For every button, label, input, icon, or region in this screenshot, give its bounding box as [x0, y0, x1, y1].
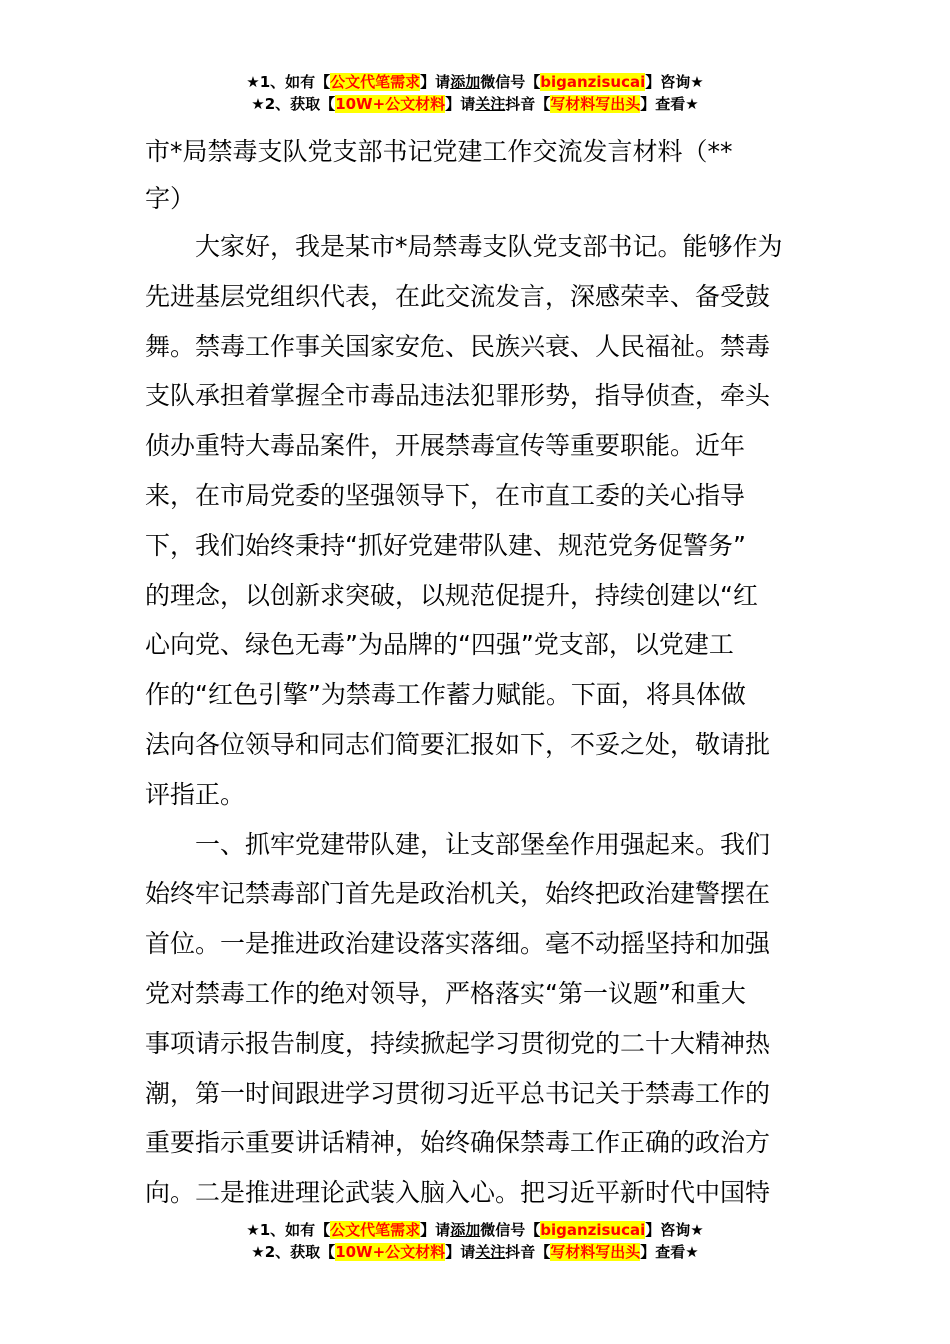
header-notice — [0, 71, 950, 115]
notice-underlined-text: 添加 — [450, 73, 481, 91]
notice-text: 】查看★ — [640, 95, 699, 113]
notice-text: 微信号【 — [480, 73, 541, 91]
notice-underlined-text: 添加 — [450, 1221, 481, 1239]
notice-text: 微信号【 — [480, 1221, 541, 1239]
title-line: 市*局禁毒支队党支部书记党建工作交流发言材料（** — [145, 137, 733, 166]
notice-text: 】查看★ — [640, 1243, 699, 1261]
notice-text: ★2、获取【 — [251, 95, 336, 113]
text-line: 作的“红色引擎”为禁毒工作蓄力赋能。下面，将具体做 — [145, 680, 746, 710]
notice-text: ★2、获取【 — [251, 1243, 336, 1261]
footer-notice — [0, 1219, 950, 1263]
text-line: 潮，第一时间跟进学习贯彻习近平总书记关于禁毒工作的 — [145, 1078, 771, 1108]
paragraph-section-1 — [145, 820, 815, 1218]
notice-text: ★1、如有【 — [246, 73, 331, 91]
notice-text: 】咨询★ — [645, 1221, 704, 1239]
notice-underlined-text: 关注 — [475, 1243, 506, 1261]
notice-text: 】请 — [445, 1243, 476, 1261]
notice-text: 】请 — [445, 95, 476, 113]
text-line: 侦办重特大毒品案件，开展禁毒宣传等重要职能。近年 — [145, 431, 746, 461]
text-line: 大家好，我是某市*局禁毒支队党支部书记。能够作为 — [195, 232, 783, 261]
notice-text: 抖音【 — [505, 1243, 551, 1261]
notice-highlight: 公文代笔需求 — [330, 1221, 421, 1239]
paragraph-intro — [145, 222, 815, 820]
text-line: 始终牢记禁毒部门首先是政治机关，始终把政治建警摆在 — [145, 879, 771, 909]
text-line: 的理念，以创新求突破，以规范促提升，持续创建以“红 — [145, 580, 758, 610]
notice-highlight: 写材料写出头 — [550, 95, 641, 113]
text-line: 来，在市局党委的坚强领导下，在市直工委的关心指导 — [145, 480, 746, 510]
notice-highlight: 10W+公文材料 — [335, 1243, 446, 1261]
notice-text: 】咨询★ — [645, 73, 704, 91]
notice-highlight: biganzisucai — [540, 73, 646, 91]
notice-text: 】请 — [420, 73, 451, 91]
text-line: 心向党、绿色无毒”为品牌的“四强”党支部，以党建工 — [145, 630, 734, 660]
notice-highlight: biganzisucai — [540, 1221, 646, 1239]
text-line: 事项请示报告制度，持续掀起学习贯彻党的二十大精神热 — [145, 1028, 771, 1058]
text-line: 下，我们始终秉持“抓好党建带队建、规范党务促警务” — [145, 530, 746, 560]
footer-notice-line-1 — [0, 1219, 950, 1241]
text-line: 党对禁毒工作的绝对领导，严格落实“第一议题”和重大 — [145, 978, 746, 1008]
text-line: 向。二是推进理论武装入脑入心。把习近平新时代中国特 — [145, 1178, 771, 1208]
text-line: 先进基层党组织代表，在此交流发言，深感荣幸、备受鼓 — [145, 281, 771, 311]
document-body — [145, 222, 815, 1218]
title-line: 字） — [145, 184, 196, 213]
notice-highlight: 10W+公文材料 — [335, 95, 446, 113]
text-line: 首位。一是推进政治建设落实落细。毫不动摇坚持和加强 — [145, 929, 771, 959]
notice-underlined-text: 关注 — [475, 95, 506, 113]
text-line: 支队承担着掌握全市毒品违法犯罪形势，指导侦查，牵头 — [145, 381, 771, 411]
notice-text: 】请 — [420, 1221, 451, 1239]
text-line: 舞。禁毒工作事关国家安危、民族兴衰、人民福祉。禁毒 — [145, 331, 771, 361]
notice-highlight: 公文代笔需求 — [330, 73, 421, 91]
notice-highlight: 写材料写出头 — [550, 1243, 641, 1261]
text-line: 评指正。 — [145, 779, 246, 809]
document-title — [145, 128, 815, 222]
notice-text: 抖音【 — [505, 95, 551, 113]
text-line: 重要指示重要讲话精神，始终确保禁毒工作正确的政治方 — [145, 1128, 771, 1158]
notice-text: ★1、如有【 — [246, 1221, 331, 1239]
header-notice-line-1 — [0, 71, 950, 93]
text-line: 法向各位领导和同志们简要汇报如下，不妥之处，敬请批 — [145, 729, 771, 759]
footer-notice-line-2 — [0, 1241, 950, 1263]
text-line: 一、抓牢党建带队建，让支部堡垒作用强起来。我们 — [195, 829, 771, 859]
header-notice-line-2 — [0, 93, 950, 115]
